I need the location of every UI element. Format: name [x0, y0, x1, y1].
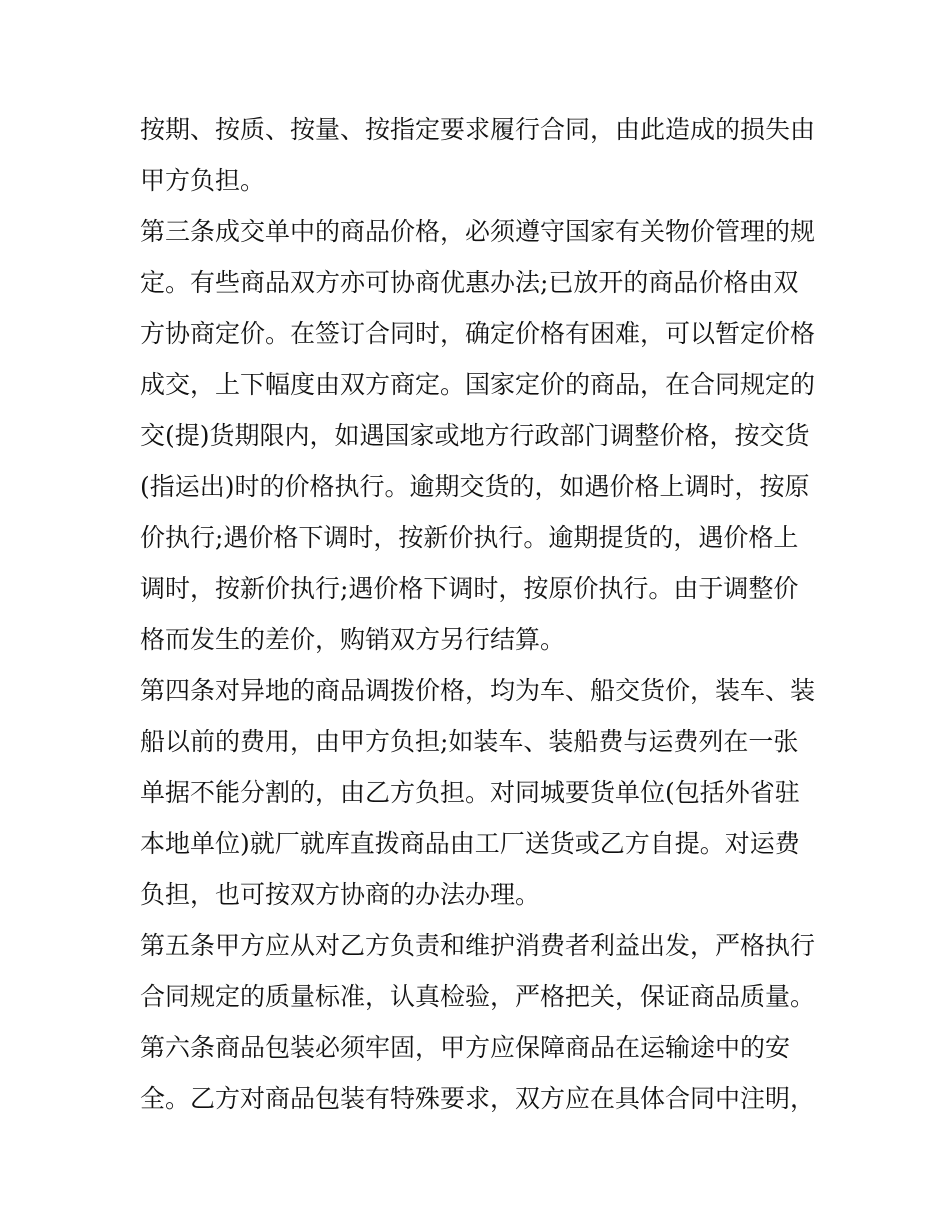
text-line: 船以前的费用，由甲方负担;如装车、装船费与运费列在一张	[140, 727, 799, 756]
text-line: 格而发生的差价，购销双方另行结算。	[140, 625, 566, 654]
text-line: 价执行;遇价格下调时，按新价执行。逾期提货的，遇价格上	[140, 523, 799, 552]
text-line: 交(提)货期限内，如遇国家或地方行政部门调整价格，按交货	[140, 421, 810, 450]
text-line: 调时，按新价执行;遇价格下调时，按原价执行。由于调整价	[140, 574, 799, 603]
text-line: 第六条商品包装必须牢固，甲方应保障商品在运输途中的安	[140, 1033, 791, 1062]
text-line: 负担，也可按双方协商的办法办理。	[140, 880, 541, 909]
text-line: (指运出)时的价格执行。逾期交货的，如遇价格上调时，按原	[140, 472, 810, 501]
text-line: 甲方负担。	[140, 166, 266, 195]
text-line: 本地单位)就厂就库直拨商品由工厂送货或乙方自提。对运费	[140, 829, 800, 858]
text-line: 第三条成交单中的商品价格，必须遵守国家有关物价管理的规	[140, 217, 816, 246]
text-line: 定。有些商品双方亦可协商优惠办法;已放开的商品价格由双	[140, 268, 799, 297]
text-line: 按期、按质、按量、按指定要求履行合同，由此造成的损失由	[140, 115, 816, 144]
text-line: 第五条甲方应从对乙方负责和维护消费者利益出发，严格执行	[140, 931, 816, 960]
text-line: 第四条对异地的商品调拨价格，均为车、船交货价，装车、装	[140, 676, 816, 705]
text-line: 方协商定价。在签订合同时，确定价格有困难，可以暂定价格	[140, 319, 816, 348]
text-line: 合同规定的质量标准，认真检验，严格把关，保证商品质量。	[140, 982, 816, 1011]
text-line: 成交，上下幅度由双方商定。国家定价的商品，在合同规定的	[140, 370, 816, 399]
text-line: 单据不能分割的，由乙方负担。对同城要货单位(包括外省驻	[140, 778, 800, 807]
document-body	[140, 104, 820, 1124]
text-line: 全。乙方对商品包装有特殊要求，双方应在具体合同中注明，	[140, 1084, 816, 1113]
